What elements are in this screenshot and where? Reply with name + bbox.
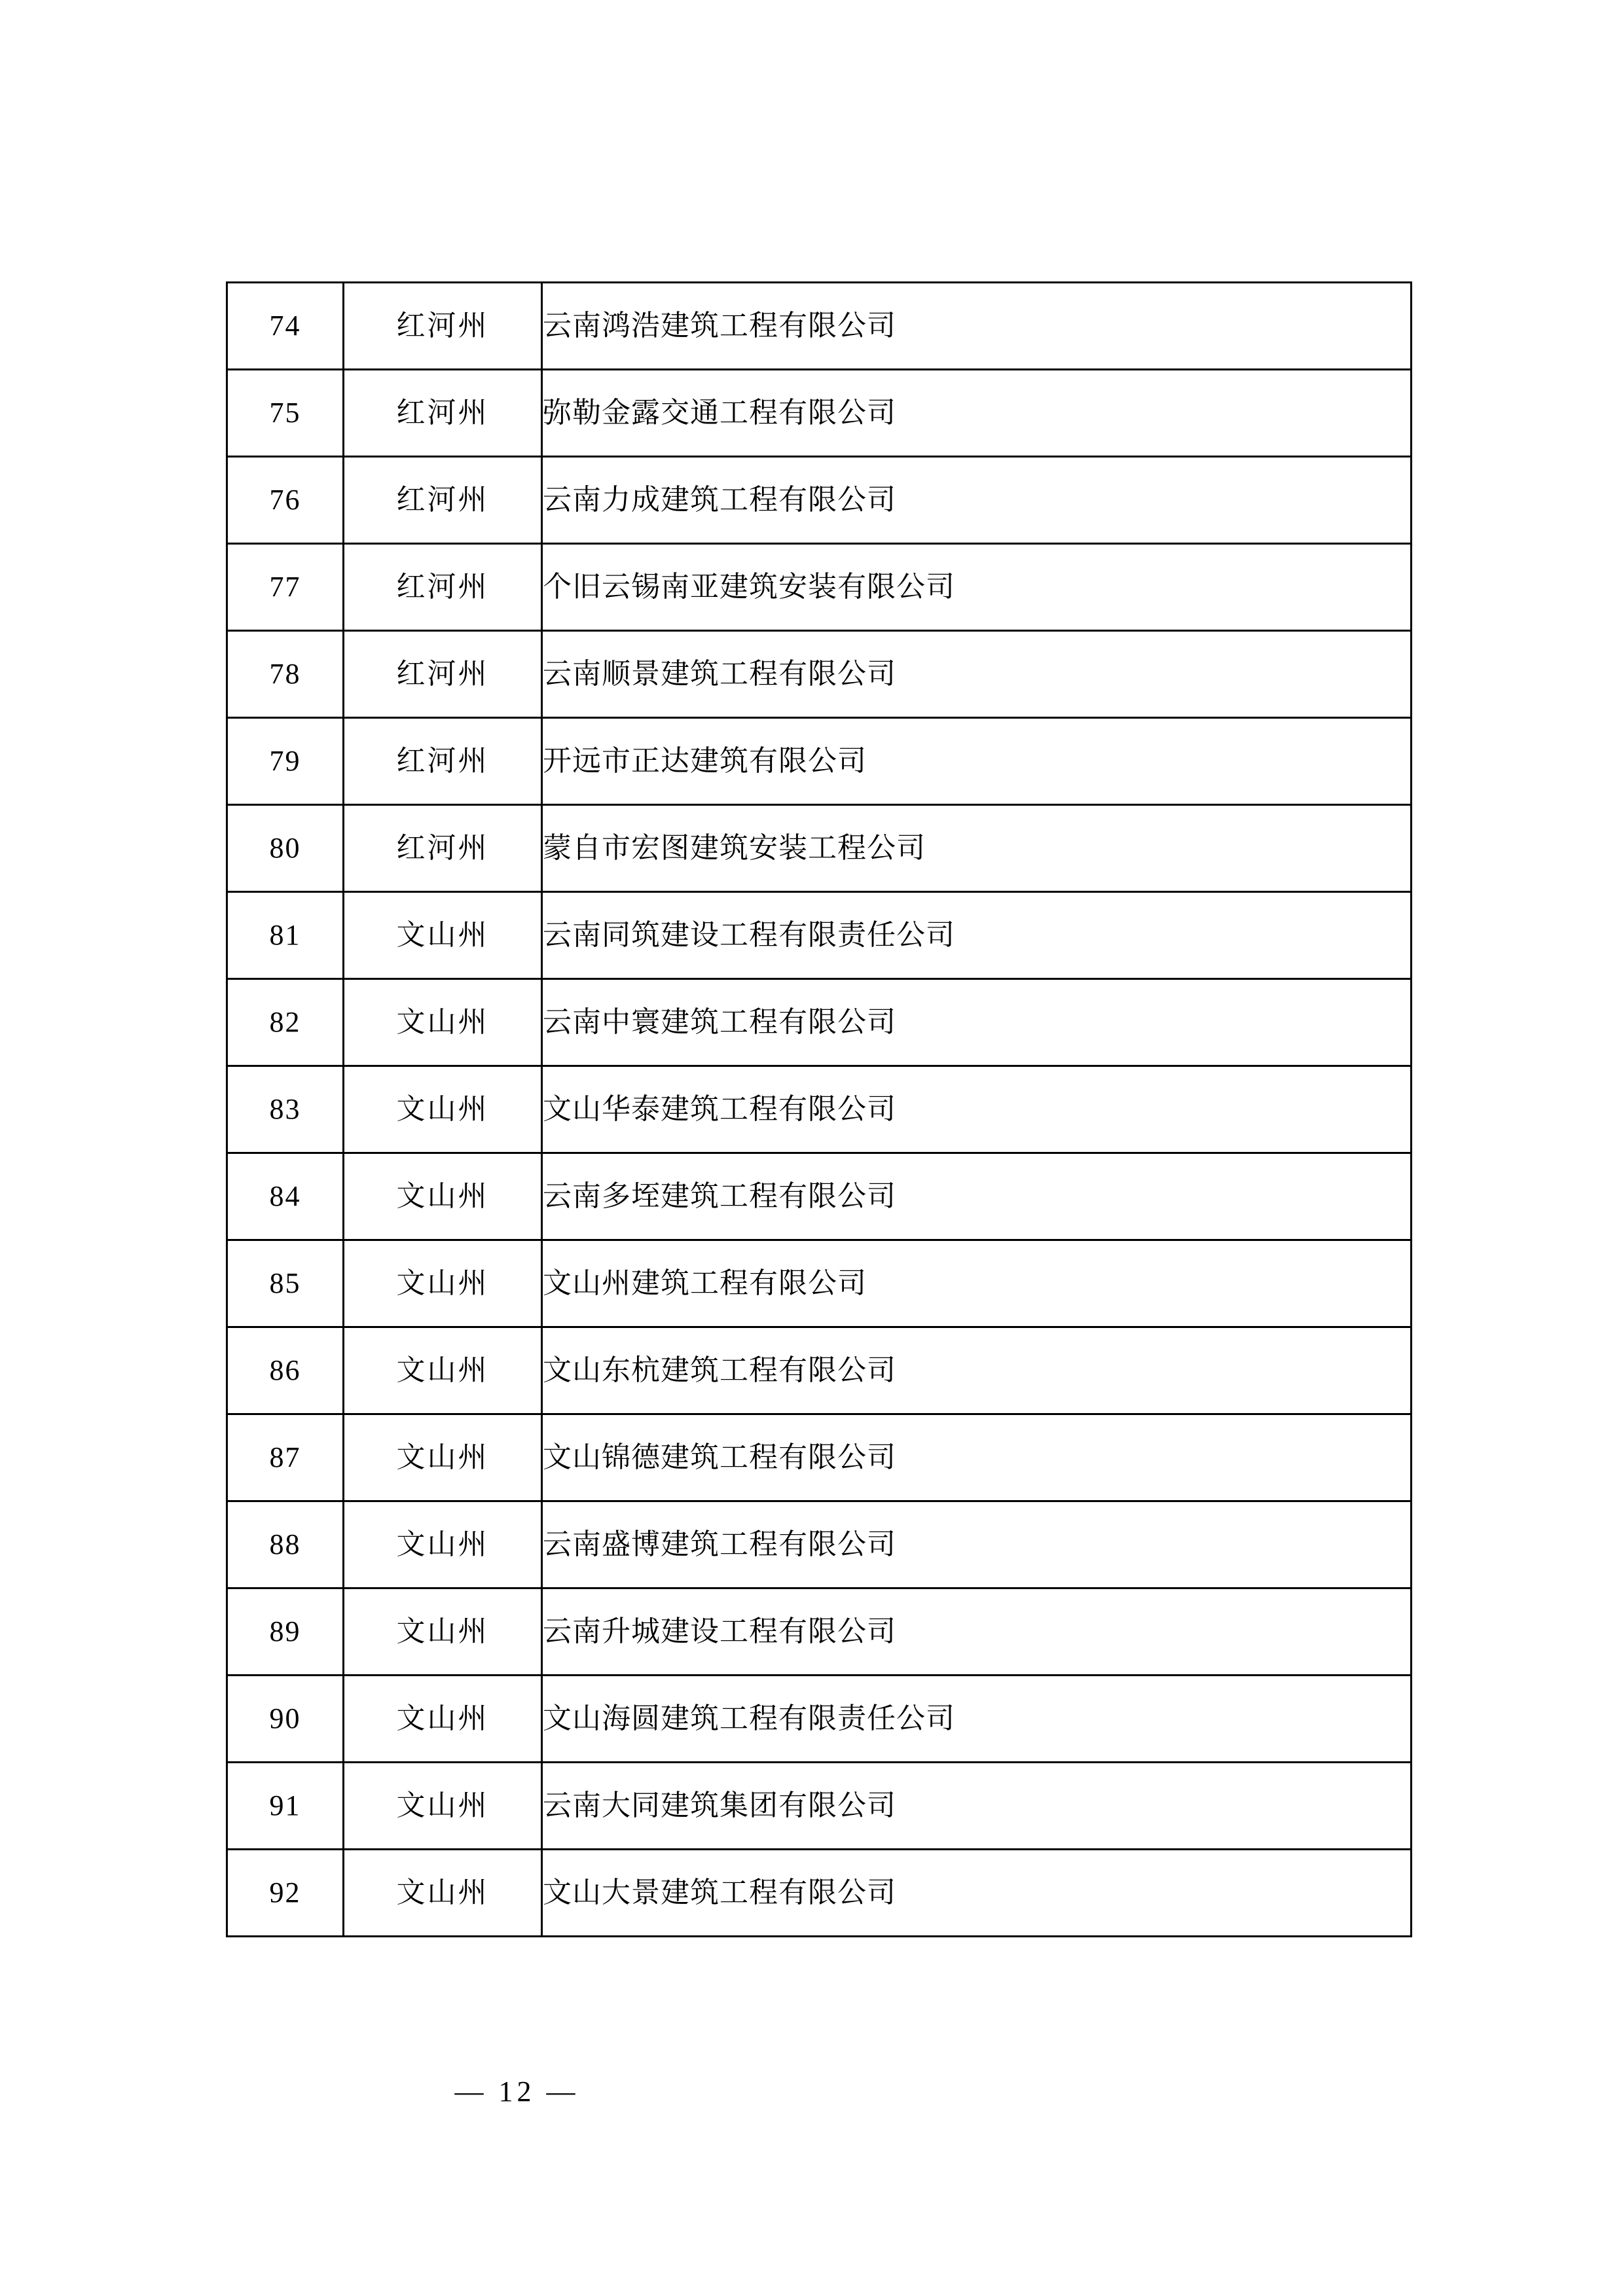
row-company-name: 文山海圆建筑工程有限责任公司 (542, 1676, 1412, 1763)
table-row (227, 1850, 1412, 1937)
row-company-name: 文山锦德建筑工程有限公司 (542, 1414, 1412, 1501)
row-index: 75 (227, 370, 344, 457)
table-row (227, 805, 1412, 892)
row-index: 83 (227, 1066, 344, 1153)
row-company-name: 文山东杭建筑工程有限公司 (542, 1327, 1412, 1414)
row-region: 红河州 (344, 805, 542, 892)
row-region: 红河州 (344, 457, 542, 544)
table-row (227, 1327, 1412, 1414)
row-company-name: 云南同筑建设工程有限责任公司 (542, 892, 1412, 979)
row-index: 91 (227, 1763, 344, 1850)
row-index: 80 (227, 805, 344, 892)
row-region: 红河州 (344, 718, 542, 805)
table-row (227, 979, 1412, 1066)
row-index: 92 (227, 1850, 344, 1937)
row-company-name: 文山华泰建筑工程有限公司 (542, 1066, 1412, 1153)
row-region: 文山州 (344, 1066, 542, 1153)
row-index: 81 (227, 892, 344, 979)
row-company-name: 云南力成建筑工程有限公司 (542, 457, 1412, 544)
table-row (227, 1153, 1412, 1240)
row-region: 文山州 (344, 1327, 542, 1414)
page-footer (0, 2075, 1623, 2108)
row-company-name: 云南鸿浩建筑工程有限公司 (542, 283, 1412, 370)
table-row (227, 544, 1412, 631)
row-region: 文山州 (344, 1763, 542, 1850)
row-region: 文山州 (344, 1501, 542, 1588)
row-index: 82 (227, 979, 344, 1066)
row-company-name: 个旧云锡南亚建筑安装有限公司 (542, 544, 1412, 631)
row-region: 文山州 (344, 892, 542, 979)
row-index: 90 (227, 1676, 344, 1763)
table-row (227, 892, 1412, 979)
row-region: 文山州 (344, 1153, 542, 1240)
row-region: 红河州 (344, 370, 542, 457)
row-region: 文山州 (344, 1850, 542, 1937)
table-row (227, 1588, 1412, 1676)
row-region: 文山州 (344, 979, 542, 1066)
table-row (227, 718, 1412, 805)
row-region: 红河州 (344, 544, 542, 631)
row-company-name: 蒙自市宏图建筑安装工程公司 (542, 805, 1412, 892)
table-row (227, 457, 1412, 544)
row-company-name: 云南顺景建筑工程有限公司 (542, 631, 1412, 718)
row-index: 74 (227, 283, 344, 370)
row-company-name: 云南盛博建筑工程有限公司 (542, 1501, 1412, 1588)
row-index: 77 (227, 544, 344, 631)
row-index: 78 (227, 631, 344, 718)
row-region: 红河州 (344, 283, 542, 370)
table-row (227, 1763, 1412, 1850)
row-region: 文山州 (344, 1240, 542, 1327)
row-index: 84 (227, 1153, 344, 1240)
row-index: 76 (227, 457, 344, 544)
row-company-name: 云南多垤建筑工程有限公司 (542, 1153, 1412, 1240)
table-row (227, 1501, 1412, 1588)
row-region: 红河州 (344, 631, 542, 718)
table-row (227, 1414, 1412, 1501)
table-row (227, 631, 1412, 718)
row-company-name: 文山大景建筑工程有限公司 (542, 1850, 1412, 1937)
table-row (227, 370, 1412, 457)
row-region: 文山州 (344, 1588, 542, 1676)
page-number: — 12 — (454, 2075, 579, 2108)
row-company-name: 云南中寰建筑工程有限公司 (542, 979, 1412, 1066)
row-company-name: 文山州建筑工程有限公司 (542, 1240, 1412, 1327)
table-row (227, 1240, 1412, 1327)
row-index: 79 (227, 718, 344, 805)
row-region: 文山州 (344, 1414, 542, 1501)
table-row (227, 1676, 1412, 1763)
row-index: 85 (227, 1240, 344, 1327)
row-company-name: 云南升城建设工程有限公司 (542, 1588, 1412, 1676)
row-region: 文山州 (344, 1676, 542, 1763)
row-index: 87 (227, 1414, 344, 1501)
enterprise-list-table (226, 281, 1412, 1937)
table-row (227, 283, 1412, 370)
row-company-name: 云南大同建筑集团有限公司 (542, 1763, 1412, 1850)
row-company-name: 开远市正达建筑有限公司 (542, 718, 1412, 805)
row-index: 88 (227, 1501, 344, 1588)
table-row (227, 1066, 1412, 1153)
row-company-name: 弥勒金露交通工程有限公司 (542, 370, 1412, 457)
row-index: 89 (227, 1588, 344, 1676)
row-index: 86 (227, 1327, 344, 1414)
table-body (227, 283, 1412, 1937)
